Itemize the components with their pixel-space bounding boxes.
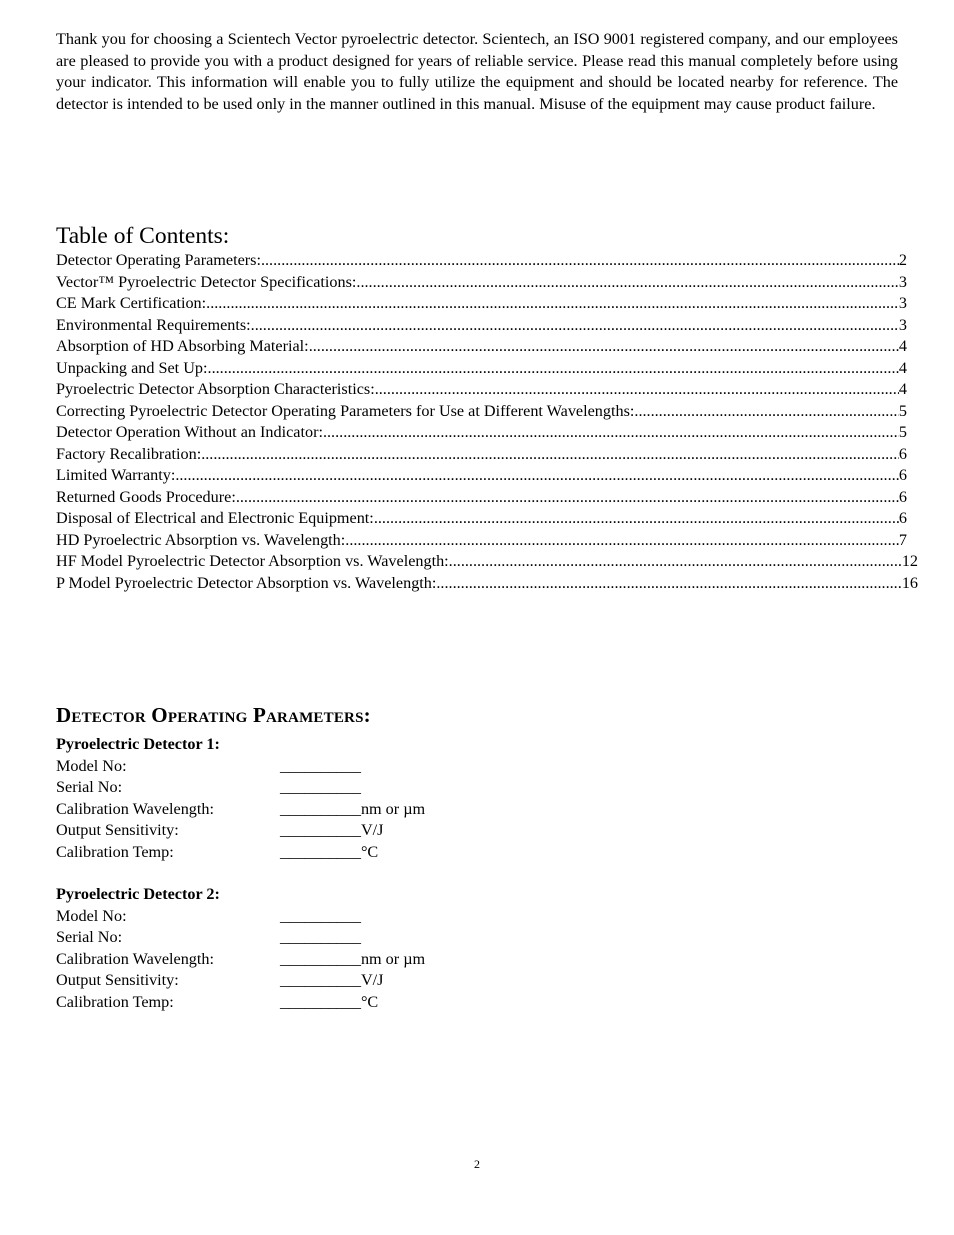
toc-entry-page: 4 <box>898 380 907 398</box>
toc-entry-title: Detector Operating Parameters: <box>56 251 261 269</box>
param-label: Serial No: <box>56 778 123 796</box>
toc-entry[interactable] <box>56 422 907 444</box>
toc-leader-dots <box>309 336 899 358</box>
toc-leader-dots <box>323 422 899 444</box>
toc-leader-dots <box>206 293 899 315</box>
toc-entry[interactable] <box>56 250 907 272</box>
param-blank-field: __________ <box>280 799 361 818</box>
toc-entry[interactable] <box>56 358 907 380</box>
param-blank-field: __________ <box>280 778 361 796</box>
param-blank-field: __________ <box>280 821 361 839</box>
param-row-serial <box>56 777 556 799</box>
param-blank-field: __________ <box>280 992 361 1011</box>
param-unit: V/J <box>360 821 384 839</box>
toc-entry-page: 4 <box>898 337 907 355</box>
param-label: Output Sensitivity: <box>56 971 179 989</box>
toc-leader-dots <box>449 551 902 573</box>
toc-entry-title: Disposal of Electrical and Electronic Equipment: <box>56 509 374 527</box>
toc-entry-page: 6 <box>898 509 907 527</box>
param-row-model <box>56 756 556 778</box>
table-of-contents <box>56 250 918 594</box>
toc-entry-page: 3 <box>898 272 907 291</box>
toc-leader-dots <box>261 250 899 272</box>
toc-entry-title: Absorption of HD Absorbing Material: <box>56 337 309 355</box>
toc-leader-dots <box>436 573 901 595</box>
toc-entry-title: Detector Operation Without an Indicator: <box>56 423 323 441</box>
toc-entry-title: Limited Warranty: <box>56 466 176 484</box>
param-label: Calibration Temp: <box>56 992 174 1011</box>
toc-entry-page: 6 <box>898 444 907 463</box>
param-row-temp <box>56 842 556 864</box>
param-row-serial <box>56 927 556 949</box>
toc-entry-title: HF Model Pyroelectric Detector Absorption vs. Wavelength: <box>56 552 449 570</box>
toc-leader-dots <box>236 487 899 509</box>
toc-entry-page: 6 <box>898 487 907 506</box>
toc-heading: Table of Contents: <box>56 223 230 249</box>
toc-entry-page: 3 <box>898 294 907 312</box>
param-unit: V/J <box>360 971 384 989</box>
toc-entry-page: 2 <box>898 251 907 269</box>
toc-entry[interactable] <box>56 315 907 337</box>
toc-entry-page: 4 <box>898 358 907 377</box>
toc-entry[interactable] <box>56 573 918 595</box>
param-label: Model No: <box>56 906 127 925</box>
toc-entry-title: Vector™ Pyroelectric Detector Specifications: <box>56 272 357 291</box>
param-label: Calibration Temp: <box>56 842 174 861</box>
toc-entry[interactable] <box>56 530 907 552</box>
toc-leader-dots <box>208 358 899 380</box>
detector-title: Pyroelectric Detector 1: <box>56 735 220 753</box>
toc-entry-title: HD Pyroelectric Absorption vs. Wavelength: <box>56 530 346 549</box>
toc-entry[interactable] <box>56 401 907 423</box>
detector-2-block <box>56 884 556 1013</box>
toc-entry[interactable] <box>56 293 907 315</box>
param-label: Serial No: <box>56 928 123 946</box>
intro-paragraph: Thank you for choosing a Scientech Vector pyroelectric detector. Scientech, an ISO 9001 registered company, and our employees are pleased to provide you with a product designed for years of reliable service. Please read this manual completely before using your indicator. This information will enable you to fully utilize the equipment and should be located nearby for reference. The detector is intended to be used only in the manner outlined in this manual. Misuse of the equipment may cause product failure. <box>56 30 898 113</box>
toc-entry-title: Factory Recalibration: <box>56 444 202 463</box>
param-label: Model No: <box>56 756 127 775</box>
param-unit: °C <box>360 992 379 1011</box>
toc-leader-dots <box>374 508 899 530</box>
toc-leader-dots <box>634 401 899 423</box>
toc-entry-title: Unpacking and Set Up: <box>56 358 208 377</box>
toc-entry[interactable] <box>56 272 907 294</box>
param-unit: °C <box>360 842 379 861</box>
toc-entry-title: Environmental Requirements: <box>56 315 251 334</box>
toc-entry-page: 3 <box>898 315 907 334</box>
toc-entry[interactable] <box>56 465 907 487</box>
param-label: Output Sensitivity: <box>56 821 179 839</box>
toc-entry-page: 16 <box>901 573 918 592</box>
toc-entry[interactable] <box>56 487 907 509</box>
param-blank-field: __________ <box>280 906 361 925</box>
toc-leader-dots <box>251 315 899 337</box>
toc-entry[interactable] <box>56 508 907 530</box>
param-blank-field: __________ <box>280 949 361 968</box>
toc-leader-dots <box>175 465 899 487</box>
param-row-wavelength <box>56 949 556 971</box>
section-heading-operating-parameters: Detector Operating Parameters: <box>56 703 371 727</box>
param-label: Calibration Wavelength: <box>56 799 214 818</box>
param-unit: nm or µm <box>360 799 426 818</box>
toc-leader-dots <box>375 379 899 401</box>
toc-entry-page: 7 <box>898 530 907 549</box>
param-row-wavelength <box>56 799 556 821</box>
toc-entry-page: 12 <box>901 552 918 570</box>
toc-leader-dots <box>356 272 899 294</box>
param-blank-field: __________ <box>280 928 361 946</box>
toc-entry-title: P Model Pyroelectric Detector Absorption vs. Wavelength: <box>56 573 437 592</box>
toc-entry-title: Returned Goods Procedure: <box>56 487 236 506</box>
param-unit: nm or µm <box>360 949 426 968</box>
param-label: Calibration Wavelength: <box>56 949 214 968</box>
toc-entry[interactable] <box>56 444 907 466</box>
toc-entry[interactable] <box>56 551 918 573</box>
param-blank-field: __________ <box>280 842 361 861</box>
toc-entry[interactable] <box>56 379 907 401</box>
detector-1-block <box>56 734 556 863</box>
toc-entry-title: Correcting Pyroelectric Detector Operating Parameters for Use at Different Wavelengths: <box>56 401 635 420</box>
toc-entry-page: 5 <box>898 423 907 441</box>
param-blank-field: __________ <box>280 971 361 989</box>
param-blank-field: __________ <box>280 756 361 775</box>
toc-entry-title: Pyroelectric Detector Absorption Characteristics: <box>56 380 375 398</box>
param-row-sensitivity <box>56 970 556 992</box>
toc-leader-dots <box>345 530 899 552</box>
param-row-model <box>56 906 556 928</box>
toc-entry-title: CE Mark Certification: <box>56 294 207 312</box>
toc-entry[interactable] <box>56 336 907 358</box>
page-number: 2 <box>474 1157 480 1171</box>
param-row-temp <box>56 992 556 1014</box>
toc-entry-page: 6 <box>898 466 907 484</box>
detector-title: Pyroelectric Detector 2: <box>56 885 220 903</box>
toc-entry-page: 5 <box>898 401 907 420</box>
toc-leader-dots <box>201 444 899 466</box>
param-row-sensitivity <box>56 820 556 842</box>
